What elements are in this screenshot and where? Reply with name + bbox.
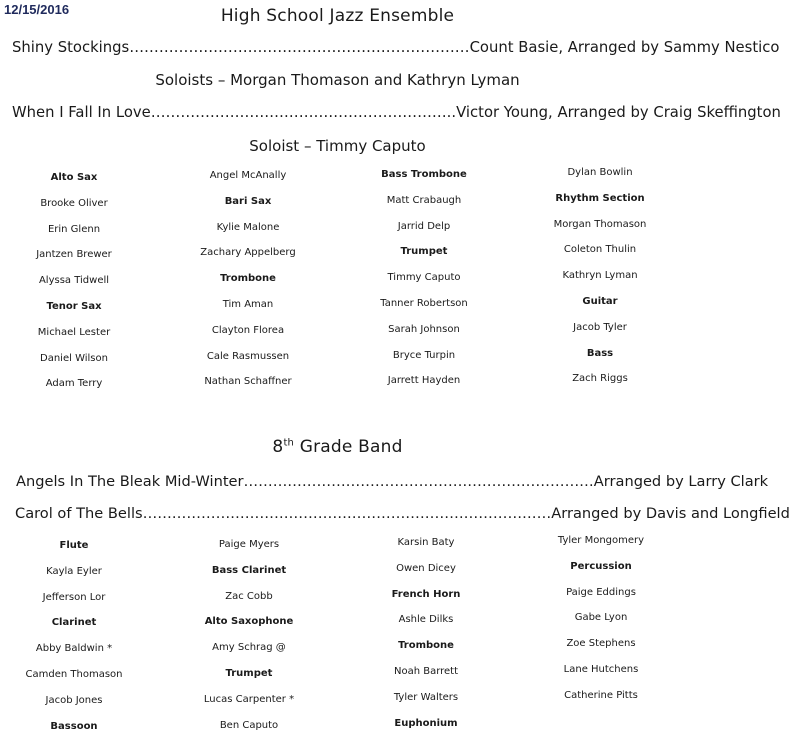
jazz-piece-2: When I Fall In Love……………………………………………………..Victor Young, Arranged by Craig Skeffington bbox=[12, 104, 781, 121]
member-name: Ashle Dilks bbox=[398, 614, 454, 626]
member-name: Jacob Tyler bbox=[573, 321, 627, 333]
member-name: Zach Riggs bbox=[572, 373, 628, 385]
eighth-grade-title-rest: Grade Band bbox=[294, 437, 403, 457]
member-name: Bryce Turpin bbox=[392, 349, 456, 361]
member-name: Zac Cobb bbox=[225, 590, 273, 602]
member-name: Matt Crabaugh bbox=[386, 194, 462, 206]
member-name: Alyssa Tidwell bbox=[38, 275, 110, 287]
member-name: Daniel Wilson bbox=[40, 352, 108, 364]
member-name: Jantzen Brewer bbox=[36, 249, 112, 261]
member-name: Tyler Mongomery bbox=[557, 535, 645, 546]
member-name: Kylie Malone bbox=[216, 221, 280, 233]
section-heading: Tenor Sax bbox=[46, 301, 102, 312]
member-name: Coleton Thulin bbox=[563, 244, 637, 256]
member-name: Karsin Baty bbox=[397, 537, 455, 548]
member-name: Lane Hutchens bbox=[563, 664, 639, 675]
member-name: Jefferson Lor bbox=[42, 591, 106, 603]
section-heading: Bass Clarinet bbox=[211, 564, 287, 576]
eighth-roster bbox=[0, 535, 675, 740]
member-name: Owen Dicey bbox=[396, 562, 456, 574]
section-heading: Percussion bbox=[570, 560, 632, 572]
member-name: Tim Aman bbox=[222, 299, 274, 310]
section-heading: Euphonium bbox=[394, 717, 458, 729]
member-name: Jarrett Hayden bbox=[387, 375, 461, 387]
member-name: Paige Myers bbox=[218, 539, 280, 550]
member-name: Amy Schrag @ bbox=[212, 642, 286, 654]
member-name: Camden Thomason bbox=[25, 669, 123, 680]
member-name: Kayla Eyler bbox=[46, 565, 102, 577]
member-name: Nathan Schaffner bbox=[204, 376, 292, 388]
member-name: Brooke Oliver bbox=[40, 197, 108, 209]
member-name: Morgan Thomason bbox=[553, 218, 647, 230]
member-name: Clayton Florea bbox=[211, 324, 285, 336]
member-name: Gabe Lyon bbox=[574, 612, 628, 624]
eighth-piece-1: Angels In The Bleak Mid-Winter………………………………………………………………Arranged by Larry Clark bbox=[16, 473, 769, 490]
member-name: Sarah Johnson bbox=[388, 323, 460, 335]
section-heading: Alto Saxophone bbox=[204, 616, 294, 628]
jazz-roster bbox=[0, 167, 675, 402]
program-date: 12/15/2016 bbox=[4, 2, 70, 17]
member-name: Cale Rasmussen bbox=[206, 350, 290, 362]
section-heading: Bass Trombone bbox=[381, 169, 467, 180]
member-name: Ben Caputo bbox=[219, 719, 279, 731]
section-heading: French Horn bbox=[391, 588, 461, 600]
member-name: Timmy Caputo bbox=[387, 272, 461, 284]
section-heading: Clarinet bbox=[51, 617, 97, 629]
section-heading: Bassoon bbox=[50, 720, 98, 732]
jazz-soloist-2: Soloist – Timmy Caputo bbox=[249, 137, 426, 155]
section-heading: Trumpet bbox=[225, 668, 273, 679]
member-name: Zoe Stephens bbox=[566, 638, 636, 650]
jazz-piece-1: Shiny Stockings……………………………………………………………Count Basie, Arranged by Sammy Nestico bbox=[12, 39, 780, 56]
member-name: Abby Baldwin * bbox=[35, 643, 113, 655]
section-heading: Trumpet bbox=[400, 246, 448, 258]
jazz-soloists-1: Soloists – Morgan Thomason and Kathryn Lyman bbox=[155, 71, 520, 89]
member-name: Michael Lester bbox=[37, 326, 111, 338]
member-name: Angel McAnally bbox=[209, 170, 287, 181]
section-heading: Bari Sax bbox=[224, 195, 272, 207]
member-name: Dylan Bowlin bbox=[567, 167, 633, 178]
section-heading: Trombone bbox=[220, 273, 276, 285]
member-name: Jacob Jones bbox=[45, 694, 103, 706]
member-name: Kathryn Lyman bbox=[562, 270, 638, 282]
member-name: Paige Eddings bbox=[566, 586, 636, 598]
eighth-grade-title bbox=[0, 437, 675, 457]
member-name: Adam Terry bbox=[45, 378, 103, 390]
member-name: Jarrid Delp bbox=[397, 220, 451, 232]
section-heading: Flute bbox=[59, 540, 89, 551]
member-name: Tanner Robertson bbox=[380, 298, 468, 309]
member-name: Lucas Carpenter * bbox=[203, 693, 295, 705]
section-heading: Trombone bbox=[398, 640, 454, 652]
section-heading: Guitar bbox=[582, 296, 618, 307]
member-name: Tyler Walters bbox=[393, 691, 459, 703]
member-name: Zachary Appelberg bbox=[200, 247, 296, 259]
section-heading: Alto Sax bbox=[50, 172, 98, 183]
member-name: Catherine Pitts bbox=[564, 689, 638, 701]
jazz-ensemble-title: High School Jazz Ensemble bbox=[220, 6, 455, 26]
member-name: Noah Barrett bbox=[393, 666, 459, 677]
eighth-grade-title-num: 8 bbox=[272, 437, 284, 457]
section-heading: Rhythm Section bbox=[555, 192, 645, 204]
eighth-piece-2: Carol of The Bells…………………………………………………………………………Arranged by Davis and Longfield bbox=[15, 505, 790, 522]
eighth-grade-title-sup: th bbox=[283, 437, 295, 449]
section-heading: Bass bbox=[586, 347, 614, 359]
member-name: Erin Glenn bbox=[47, 223, 101, 235]
